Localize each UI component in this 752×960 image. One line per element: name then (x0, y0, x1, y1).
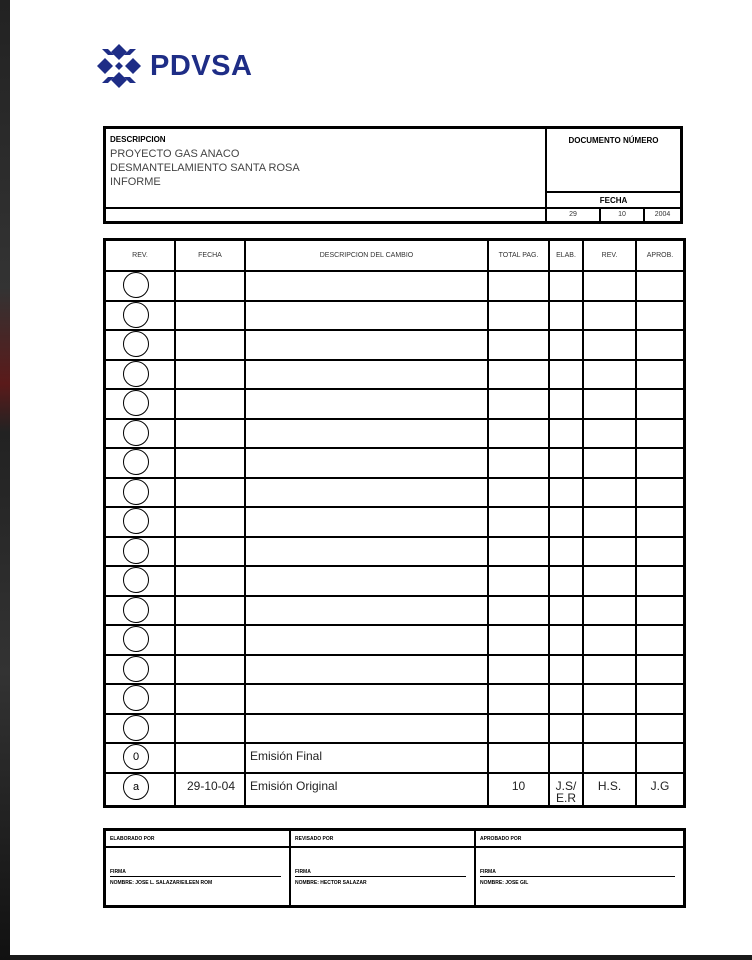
description-line: INFORME (110, 176, 161, 188)
revision-circle (123, 449, 149, 475)
header-block (103, 126, 683, 224)
signature-label: REVISADO POR (295, 836, 334, 842)
table-column-divider (244, 241, 246, 805)
document-page (10, 0, 752, 955)
signature-label: APROBADO POR (480, 836, 522, 842)
signature-line (480, 876, 675, 877)
revision-circle (123, 479, 149, 505)
revision-circle: 0 (123, 744, 149, 770)
pdvsa-logo (94, 42, 252, 90)
table-row-divider (106, 506, 683, 508)
col-header-elab: ELAB. (556, 252, 576, 259)
revision-circle (123, 715, 149, 741)
revision-circle: a (123, 774, 149, 800)
document-number-cell: DOCUMENTO NÚMERO (547, 129, 680, 193)
revision-circle (123, 685, 149, 711)
table-column-divider (487, 241, 489, 805)
table-column-divider (174, 241, 176, 805)
date-year: 2004 (654, 211, 671, 218)
signature-revisado (291, 831, 476, 905)
cell-descripcion: Emisión Original (250, 778, 338, 793)
table-row-divider (106, 683, 683, 685)
revision-circle (123, 331, 149, 357)
table-row-divider (106, 772, 683, 774)
signature-label: ELABORADO POR (110, 836, 155, 842)
table-row-divider (106, 654, 683, 656)
description-line: PROYECTO GAS ANACO (110, 148, 240, 160)
header-bottom-row (106, 209, 547, 221)
cell-total-pag: 10 (511, 778, 526, 793)
signature-divider (106, 846, 683, 848)
cell-elab: J.S/ E.R (555, 778, 577, 805)
signature-line (295, 876, 466, 877)
cell-aprob: J.G (650, 778, 670, 793)
table-row-divider (106, 418, 683, 420)
revision-circle (123, 390, 149, 416)
signature-name: NOMBRE: HECTOR SALAZAR (295, 880, 367, 886)
col-header-rev-by: REV. (601, 252, 618, 259)
firma-label: FIRMA (480, 869, 496, 875)
table-row-divider (106, 624, 683, 626)
col-header-rev: REV. (132, 252, 148, 259)
col-header-descripcion: DESCRIPCION DEL CAMBIO (319, 252, 414, 259)
description-cell (106, 129, 547, 209)
signature-name: NOMBRE: JOSE GIL (480, 880, 529, 886)
revision-circle (123, 272, 149, 298)
firma-label: FIRMA (110, 869, 126, 875)
col-header-fecha: FECHA (198, 252, 222, 259)
firma-label: FIRMA (295, 869, 311, 875)
table-row-divider (106, 359, 683, 361)
col-header-aprob: APROB. (646, 252, 674, 259)
signature-line (110, 876, 281, 877)
col-header-total-pag: TOTAL PAG. (498, 252, 539, 259)
table-row-divider (106, 565, 683, 567)
revision-circle (123, 508, 149, 534)
table-row-divider (106, 477, 683, 479)
revision-circle (123, 302, 149, 328)
date-month: 10 (601, 209, 645, 221)
pdvsa-emblem-icon (94, 42, 144, 90)
table-row-divider (106, 713, 683, 715)
signature-aprobado (476, 831, 683, 905)
revision-circle (123, 567, 149, 593)
signature-elaborado (106, 831, 291, 905)
description-line: DESMANTELAMIENTO SANTA ROSA (110, 162, 300, 174)
table-row-divider (106, 742, 683, 744)
table-row-divider (106, 270, 683, 272)
table-column-divider (635, 241, 637, 805)
background-strip (0, 0, 10, 960)
table-row-divider (106, 447, 683, 449)
table-row-divider (106, 595, 683, 597)
revision-circle (123, 420, 149, 446)
revision-circle (123, 656, 149, 682)
table-column-divider (582, 241, 584, 805)
table-row-divider (106, 300, 683, 302)
cell-fecha: 29-10-04 (186, 778, 236, 793)
table-column-divider (548, 241, 550, 805)
table-row-divider (106, 329, 683, 331)
revision-circle (123, 361, 149, 387)
fecha-label: FECHA (547, 193, 680, 209)
revision-table (103, 238, 686, 808)
date-day: 29 (547, 209, 601, 221)
table-row-divider (106, 536, 683, 538)
revision-circle (123, 538, 149, 564)
revision-circle (123, 626, 149, 652)
signature-name: NOMBRE: JOSE L. SALAZAR/EILEEN ROM (110, 880, 213, 886)
signature-block (103, 828, 686, 908)
cell-descripcion: Emisión Final (250, 749, 323, 763)
cell-rev-by: H.S. (597, 778, 622, 793)
table-row-divider (106, 388, 683, 390)
pdvsa-logo-text: PDVSA (150, 49, 253, 82)
description-label: DESCRIPCION (110, 135, 166, 144)
revision-circle (123, 597, 149, 623)
